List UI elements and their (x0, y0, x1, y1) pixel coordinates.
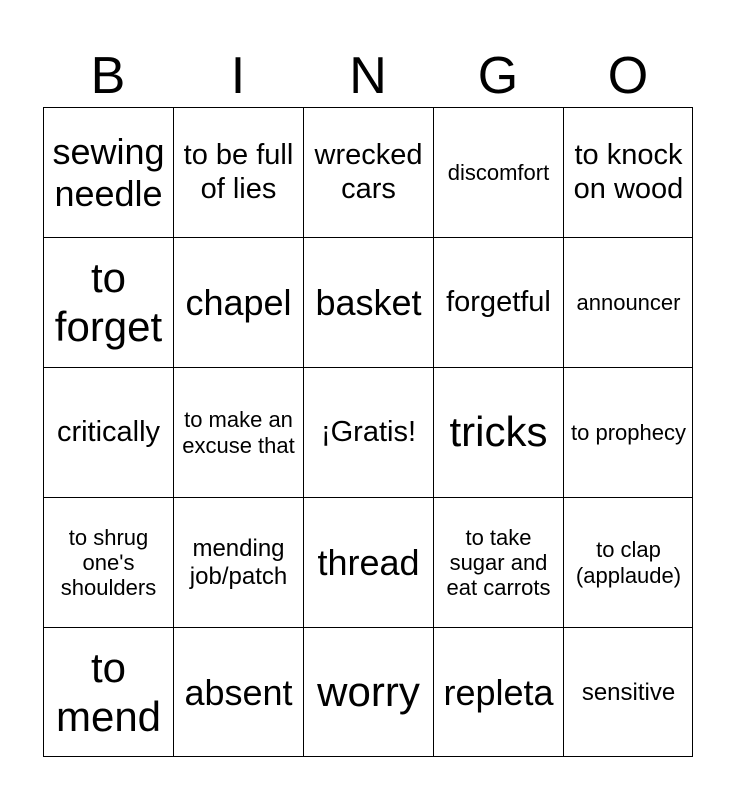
header-letter-n: N (349, 47, 387, 105)
bingo-cell-g1[interactable] (433, 107, 563, 237)
bingo-cell-i1[interactable] (173, 107, 303, 237)
bingo-cell-o1[interactable] (563, 107, 693, 237)
header-letter-b: B (90, 47, 126, 105)
bingo-cell-o2[interactable] (563, 237, 693, 367)
bingo-cell-n3[interactable] (303, 367, 433, 497)
bingo-cell-b2[interactable] (43, 237, 173, 367)
header-letter-g: G (477, 47, 519, 105)
bingo-cell-g5[interactable] (433, 627, 563, 757)
bingo-cell-text: to knock on wood (573, 139, 684, 205)
bingo-cell-text: forgetful (446, 285, 551, 318)
bingo-cell-text: absent (184, 671, 293, 713)
bingo-cell-n4[interactable] (303, 497, 433, 627)
bingo-board (43, 107, 693, 757)
bingo-cell-n5[interactable] (303, 627, 433, 757)
header-letter-o: O (607, 47, 649, 105)
bingo-cell-text: to make an excuse that (182, 407, 295, 458)
bingo-cell-text: announcer (576, 289, 681, 315)
bingo-cell-text: critically (56, 415, 161, 448)
bingo-cell-n2[interactable] (303, 237, 433, 367)
bingo-cell-text: to be full of lies (183, 139, 294, 205)
bingo-cell-i2[interactable] (173, 237, 303, 367)
bingo-cell-b1[interactable] (43, 107, 173, 237)
bingo-cell-i3[interactable] (173, 367, 303, 497)
bingo-cell-text: thread (317, 541, 420, 583)
bingo-cell-text: wrecked cars (314, 139, 423, 205)
bingo-cell-text: discomfort (447, 159, 550, 185)
bingo-cell-o5[interactable] (563, 627, 693, 757)
bingo-cell-text: to clap (applaude) (575, 537, 682, 588)
bingo-cell-b5[interactable] (43, 627, 173, 757)
bingo-cell-text: worry (317, 668, 420, 716)
bingo-cell-text: to mend (55, 644, 162, 740)
bingo-cell-text: mending job/patch (189, 534, 288, 590)
bingo-cell-n1[interactable] (303, 107, 433, 237)
bingo-cell-text: tricks (449, 408, 548, 456)
bingo-cell-text: chapel (185, 281, 292, 323)
bingo-cell-text: to shrug one's shoulders (60, 524, 157, 601)
bingo-cell-b4[interactable] (43, 497, 173, 627)
bingo-cell-text: to forget (54, 254, 163, 350)
bingo-cell-g2[interactable] (433, 237, 563, 367)
bingo-cell-text: repleta (443, 671, 554, 713)
bingo-cell-g4[interactable] (433, 497, 563, 627)
bingo-cell-text: to prophecy (571, 419, 686, 445)
bingo-cell-o3[interactable] (563, 367, 693, 497)
bingo-header (43, 44, 693, 108)
bingo-cell-text: ¡Gratis! (320, 415, 417, 448)
bingo-cell-b3[interactable] (43, 367, 173, 497)
bingo-cell-i5[interactable] (173, 627, 303, 757)
bingo-cell-text: sensitive (581, 678, 676, 706)
bingo-cell-g3[interactable] (433, 367, 563, 497)
bingo-cell-text: basket (315, 281, 422, 323)
bingo-cell-i4[interactable] (173, 497, 303, 627)
header-letter-i: I (230, 47, 246, 105)
bingo-cell-text: to take sugar and eat carrots (446, 524, 551, 601)
bingo-cell-o4[interactable] (563, 497, 693, 627)
bingo-cell-text: sewing needle (52, 131, 165, 214)
